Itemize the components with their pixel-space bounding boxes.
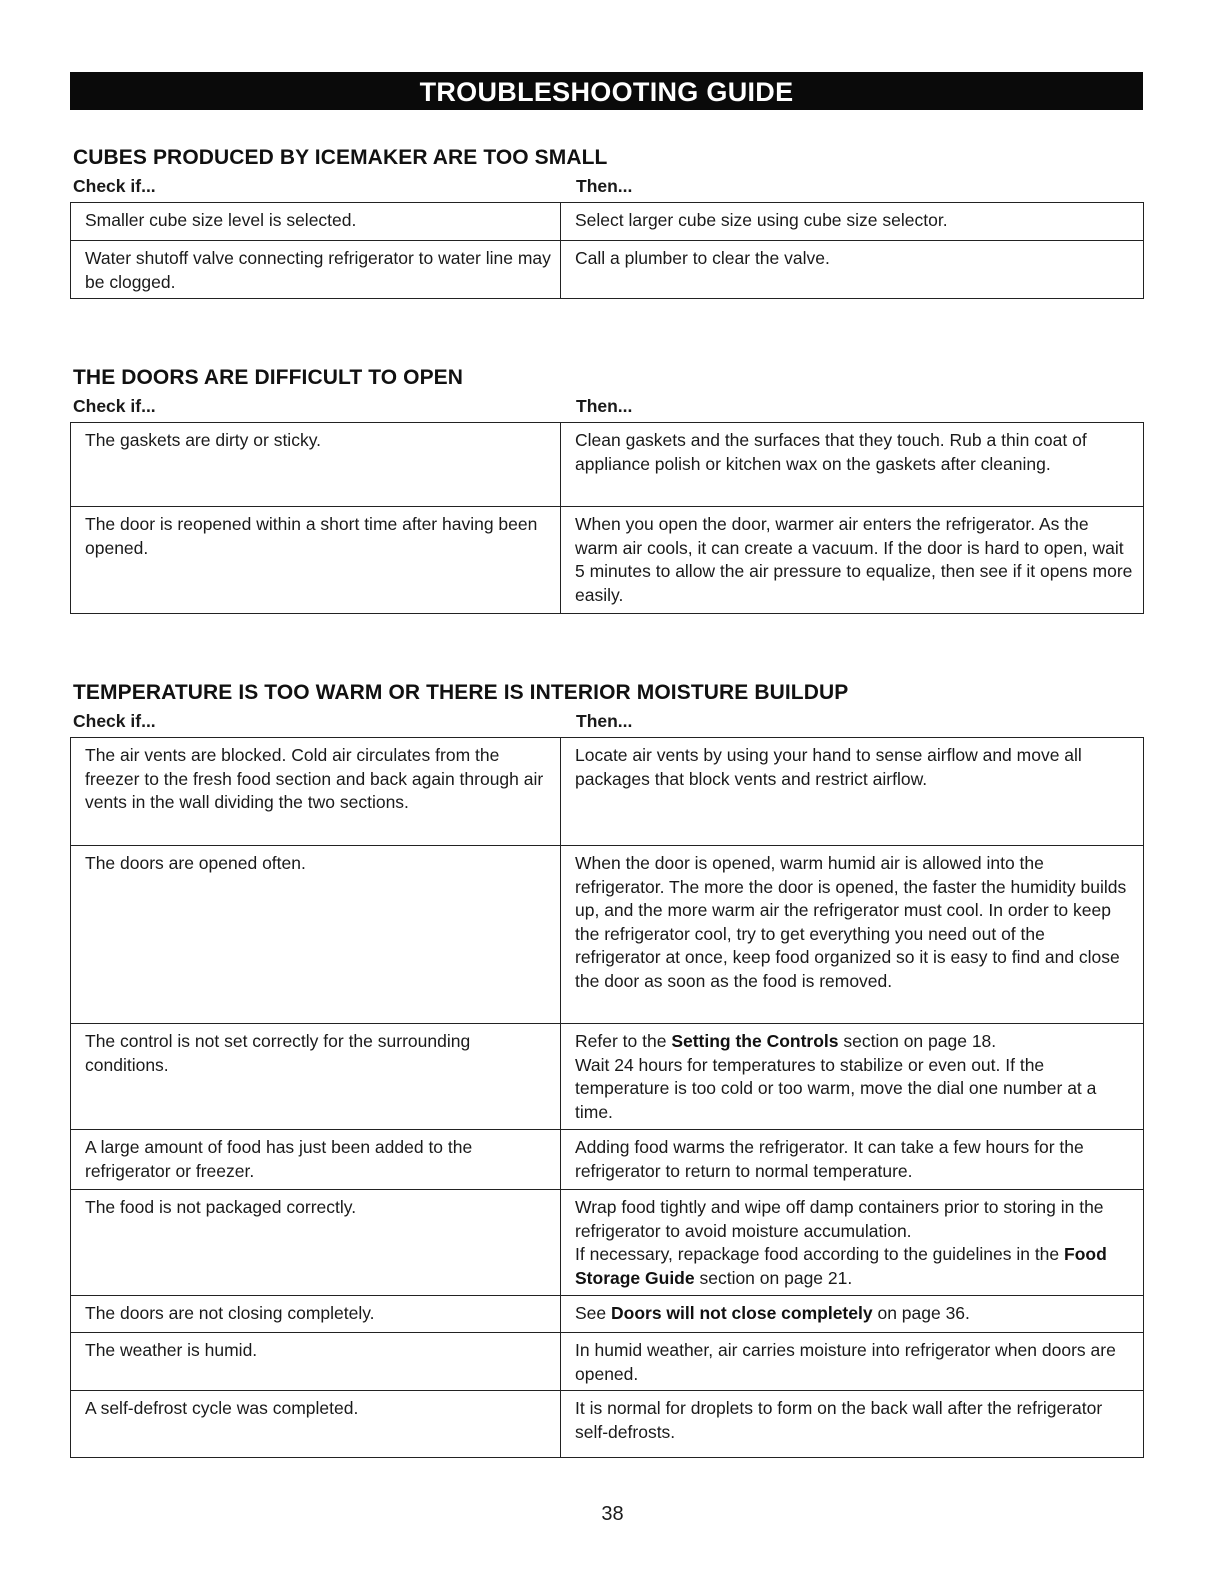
then-text: section on page 21. [694,1267,853,1288]
page-banner-title: TROUBLESHOOTING GUIDE [70,72,1143,110]
column-headers [70,172,1143,202]
then-header: Then... [576,176,633,196]
food-storage-guide-reference: Food Storage Guide [575,1244,1107,1288]
troubleshooting-table [70,202,1144,299]
troubleshooting-table [70,737,1144,1458]
then-cell: Clean gaskets and the surfaces that they touch. Rub a thin coat of appliance polish or kitchen wax on the gaskets after cleaning. [561,423,1144,507]
check-cell: The door is reopened within a short time after having been opened. [71,507,561,614]
then-header: Then... [576,711,633,731]
then-cell: When you open the door, warmer air enters the refrigerator. As the warm air cools, it can create a vacuum. If the door is hard to open, wait 5 minutes to allow the air pressure to equalize, then see if it opens more easily. [561,507,1144,614]
then-cell: It is normal for droplets to form on the back wall after the refrigerator self-defrosts. [561,1391,1144,1458]
then-cell [561,1296,1144,1333]
then-cell: Locate air vents by using your hand to sense airflow and move all packages that block vents and restrict airflow. [561,738,1144,846]
table-row [71,1024,1144,1130]
then-cell: Select larger cube size using cube size selector. [561,203,1144,241]
check-if-header: Check if... [73,711,156,731]
then-cell [561,1024,1144,1130]
section-title: THE DOORS ARE DIFFICULT TO OPEN [73,366,464,389]
table-row [71,203,1144,241]
then-text: on page 36. [872,1303,970,1323]
check-if-header: Check if... [73,396,156,416]
check-cell: A large amount of food has just been added to the refrigerator or freezer. [71,1130,561,1190]
check-cell: The weather is humid. [71,1333,561,1391]
then-cell: When the door is opened, warm humid air is allowed into the refrigerator. The more the door is opened, the faster the humidity builds up, and the more warm air the refrigerator must cool. In order to keep the refrigerator cool, try to get everything you need out of the refrigerator at once, keep food organized so it is easy to find and close the door as soon as the food is removed. [561,846,1144,1024]
table-row [71,738,1144,846]
table-row [71,1391,1144,1458]
check-cell: The air vents are blocked. Cold air circulates from the freezer to the fresh food section and back again through air vents in the wall dividing the two sections. [71,738,561,846]
then-cell: Call a plumber to clear the valve. [561,241,1144,299]
section-icemaker-cubes [70,144,1143,299]
then-text: section on page 18. [838,1031,997,1051]
check-cell: The doors are opened often. [71,846,561,1024]
then-text: Refer to the [575,1031,672,1051]
check-cell: The gaskets are dirty or sticky. [71,423,561,507]
then-cell [561,1190,1144,1296]
check-cell: A self-defrost cycle was completed. [71,1391,561,1458]
table-row [71,423,1144,507]
section-temperature-moisture [70,679,1143,1458]
check-cell: Smaller cube size level is selected. [71,203,561,241]
check-cell: The doors are not closing completely. [71,1296,561,1333]
page-number: 38 [601,1503,624,1525]
then-text: If necessary, repackage food according to the guidelines in the [575,1244,1065,1264]
check-cell: Water shutoff valve connecting refrigerator to water line may be clogged. [71,241,561,299]
then-cell: In humid weather, air carries moisture into refrigerator when doors are opened. [561,1333,1144,1391]
table-row [71,1333,1144,1391]
then-cell: Adding food warms the refrigerator. It can take a few hours for the refrigerator to return to normal temperature. [561,1130,1144,1190]
then-text: See [575,1303,611,1323]
check-if-header: Check if... [73,176,156,196]
table-row [71,1130,1144,1190]
table-row [71,241,1144,299]
doors-not-close-reference: Doors will not close completely [611,1303,873,1323]
table-row [71,507,1144,614]
section-doors-difficult [70,364,1143,614]
then-header: Then... [576,396,633,416]
column-headers [70,392,1143,422]
troubleshooting-table [70,422,1144,614]
section-title: TEMPERATURE IS TOO WARM OR THERE IS INTERIOR MOISTURE BUILDUP [73,681,849,704]
then-text: Wrap food tightly and wipe off damp containers prior to storing in the refrigerator to avoid moisture accumulation. [575,1197,1104,1241]
section-title: CUBES PRODUCED BY ICEMAKER ARE TOO SMALL [73,146,608,169]
column-headers [70,707,1143,737]
check-cell: The food is not packaged correctly. [71,1190,561,1296]
table-row [71,1190,1144,1296]
table-row [71,1296,1144,1333]
then-text: Wait 24 hours for temperatures to stabilize or even out. If the temperature is too cold or too warm, move the dial one number at a time. [575,1054,1097,1122]
check-cell: The control is not set correctly for the surrounding conditions. [71,1024,561,1130]
setting-controls-reference: Setting the Controls [671,1031,839,1051]
table-row [71,846,1144,1024]
